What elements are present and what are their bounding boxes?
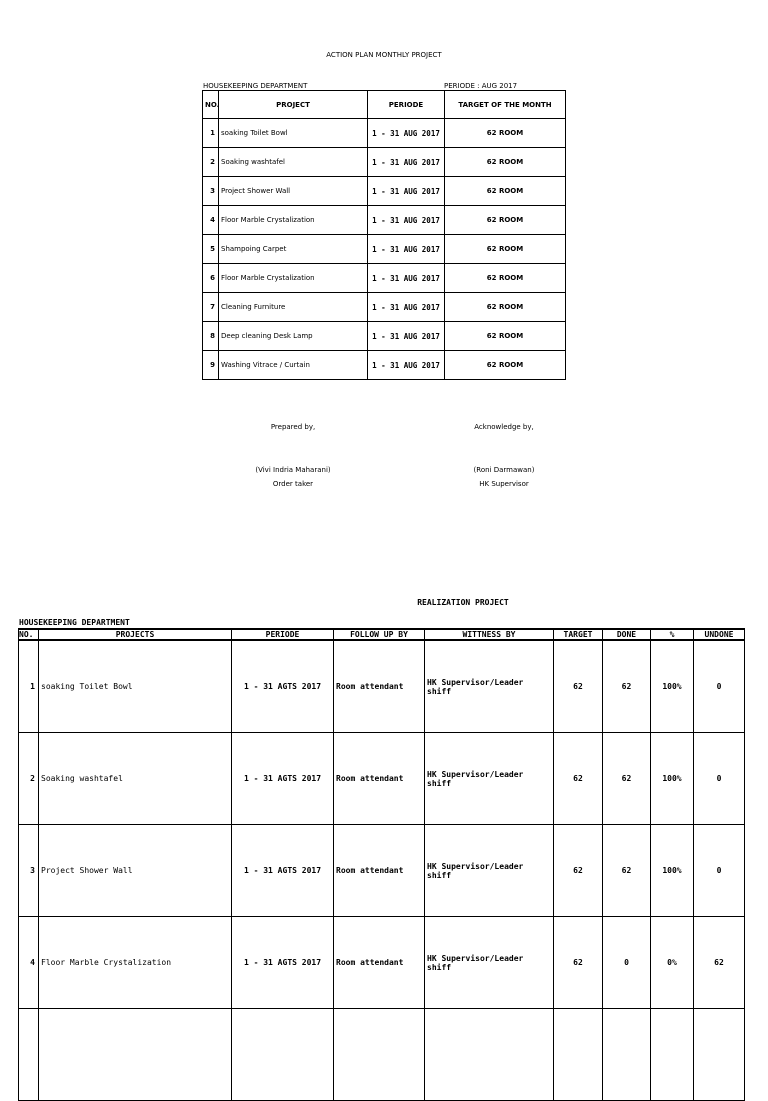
- row-target: 62 ROOM: [445, 351, 566, 380]
- row-follow-up: Room attendant: [334, 640, 425, 733]
- header-percent: %: [651, 629, 694, 640]
- table-row: [203, 177, 566, 206]
- row-project: Deep cleaning Desk Lamp: [219, 322, 368, 351]
- prepared-by-name: (Vivi Indria Maharani): [255, 466, 331, 474]
- row-percent: 0%: [651, 917, 694, 1009]
- row-witness: HK Supervisor/Leader shiff: [425, 825, 554, 917]
- row-target: 62: [554, 917, 603, 1009]
- row-periode: 1 - 31 AUG 2017: [368, 264, 445, 293]
- table-header-row: [19, 629, 745, 640]
- row-target: 62 ROOM: [445, 293, 566, 322]
- table-row: [19, 640, 745, 733]
- row-witness: HK Supervisor/Leader shiff: [425, 640, 554, 733]
- row-periode: 1 - 31 AGTS 2017: [232, 825, 334, 917]
- header-target: TARGET OF THE MONTH: [445, 91, 566, 119]
- row-target: 62 ROOM: [445, 264, 566, 293]
- row-project: soaking Toilet Bowl: [39, 640, 232, 733]
- row-target: 62 ROOM: [445, 206, 566, 235]
- header-follow-up: FOLLOW UP BY: [334, 629, 425, 640]
- row-target: 62: [554, 733, 603, 825]
- row-no: 4: [19, 917, 39, 1009]
- row-periode: 1 - 31 AUG 2017: [368, 148, 445, 177]
- header-target: TARGET: [554, 629, 603, 640]
- row-undone: 0: [694, 640, 745, 733]
- row-undone: 0: [694, 733, 745, 825]
- header-projects: PROJECTS: [39, 629, 232, 640]
- row-undone: 0: [694, 825, 745, 917]
- header-periode: PERIODE: [368, 91, 445, 119]
- row-cell-empty: [603, 1009, 651, 1101]
- header-witness: WITTNESS BY: [425, 629, 554, 640]
- row-cell-empty: [334, 1009, 425, 1101]
- row-target: 62: [554, 640, 603, 733]
- row-periode: 1 - 31 AUG 2017: [368, 293, 445, 322]
- row-done: 62: [603, 825, 651, 917]
- realization-table: [18, 628, 745, 1101]
- row-cell-empty: [651, 1009, 694, 1101]
- table-row: [203, 148, 566, 177]
- row-follow-up: Room attendant: [334, 825, 425, 917]
- row-periode: 1 - 31 AUG 2017: [368, 322, 445, 351]
- row-follow-up: Room attendant: [334, 733, 425, 825]
- row-target: 62 ROOM: [445, 148, 566, 177]
- realization-title: REALIZATION PROJECT: [417, 598, 509, 607]
- row-cell-empty: [232, 1009, 334, 1101]
- row-no: 4: [203, 206, 219, 235]
- table-row: [203, 322, 566, 351]
- row-periode: 1 - 31 AUG 2017: [368, 206, 445, 235]
- row-target: 62 ROOM: [445, 322, 566, 351]
- row-no: 5: [203, 235, 219, 264]
- row-project: Floor Marble Crystalization: [39, 917, 232, 1009]
- row-project: Soaking washtafel: [219, 148, 368, 177]
- header-project: PROJECT: [219, 91, 368, 119]
- table-row: [19, 917, 745, 1009]
- row-project: Project Shower Wall: [219, 177, 368, 206]
- row-project: Floor Marble Crystalization: [219, 264, 368, 293]
- row-cell-empty: [554, 1009, 603, 1101]
- row-witness: HK Supervisor/Leader shiff: [425, 917, 554, 1009]
- row-target: 62: [554, 825, 603, 917]
- row-target: 62 ROOM: [445, 119, 566, 148]
- header-no: NO.: [19, 629, 39, 640]
- row-no: 3: [19, 825, 39, 917]
- action-plan-table: [202, 90, 566, 380]
- row-project: Soaking washtafel: [39, 733, 232, 825]
- table-row: [203, 351, 566, 380]
- prepared-by-role: Order taker: [272, 480, 314, 488]
- row-no: 1: [203, 119, 219, 148]
- row-done: 0: [603, 917, 651, 1009]
- row-no: 6: [203, 264, 219, 293]
- acknowledge-by-role: HK Supervisor: [479, 480, 529, 488]
- row-witness: HK Supervisor/Leader shiff: [425, 733, 554, 825]
- row-no: 7: [203, 293, 219, 322]
- row-no: 1: [19, 640, 39, 733]
- row-periode: 1 - 31 AUG 2017: [368, 177, 445, 206]
- header-undone: UNDONE: [694, 629, 745, 640]
- row-done: 62: [603, 733, 651, 825]
- row-no-empty: [19, 1009, 39, 1101]
- realization-department: HOUSEKEEPING DEPARTMENT: [19, 618, 130, 627]
- row-done: 62: [603, 640, 651, 733]
- row-periode: 1 - 31 AGTS 2017: [232, 640, 334, 733]
- table-row: [203, 264, 566, 293]
- row-project: Cleaning Furniture: [219, 293, 368, 322]
- row-percent: 100%: [651, 640, 694, 733]
- row-percent: 100%: [651, 825, 694, 917]
- table-row: [203, 206, 566, 235]
- row-project: Floor Marble Crystalization: [219, 206, 368, 235]
- row-periode: 1 - 31 AUG 2017: [368, 351, 445, 380]
- row-periode: 1 - 31 AGTS 2017: [232, 733, 334, 825]
- row-cell-empty: [425, 1009, 554, 1101]
- row-no: 9: [203, 351, 219, 380]
- row-project: Project Shower Wall: [39, 825, 232, 917]
- row-target: 62 ROOM: [445, 235, 566, 264]
- row-periode: 1 - 31 AUG 2017: [368, 119, 445, 148]
- plan-title: ACTION PLAN MONTHLY PROJECT: [326, 51, 442, 59]
- table-row: [19, 825, 745, 917]
- row-periode: 1 - 31 AUG 2017: [368, 235, 445, 264]
- row-periode: 1 - 31 AGTS 2017: [232, 917, 334, 1009]
- table-row: [203, 119, 566, 148]
- row-no: 8: [203, 322, 219, 351]
- row-project: soaking Toilet Bowl: [219, 119, 368, 148]
- row-project: Shampoing Carpet: [219, 235, 368, 264]
- row-no: 2: [19, 733, 39, 825]
- plan-periode: PERIODE : AUG 2017: [444, 82, 518, 90]
- row-no: 3: [203, 177, 219, 206]
- header-periode: PERIODE: [232, 629, 334, 640]
- row-follow-up: Room attendant: [334, 917, 425, 1009]
- prepared-by-label: Prepared by,: [270, 423, 316, 431]
- row-cell-empty: [694, 1009, 745, 1101]
- plan-department: HOUSEKEEPING DEPARTMENT: [203, 82, 308, 90]
- row-no: 2: [203, 148, 219, 177]
- table-row: [19, 733, 745, 825]
- header-done: DONE: [603, 629, 651, 640]
- table-row: [203, 235, 566, 264]
- row-project: Washing Vitrace / Curtain: [219, 351, 368, 380]
- row-undone: 62: [694, 917, 745, 1009]
- table-row: [203, 293, 566, 322]
- table-header-row: [203, 91, 566, 119]
- table-row-partial: [19, 1009, 745, 1101]
- header-no: NO.: [203, 91, 219, 119]
- row-percent: 100%: [651, 733, 694, 825]
- acknowledge-by-name: (Roni Darmawan): [473, 466, 535, 474]
- row-cell-empty: [39, 1009, 232, 1101]
- row-target: 62 ROOM: [445, 177, 566, 206]
- acknowledge-by-label: Acknowledge by,: [474, 423, 534, 431]
